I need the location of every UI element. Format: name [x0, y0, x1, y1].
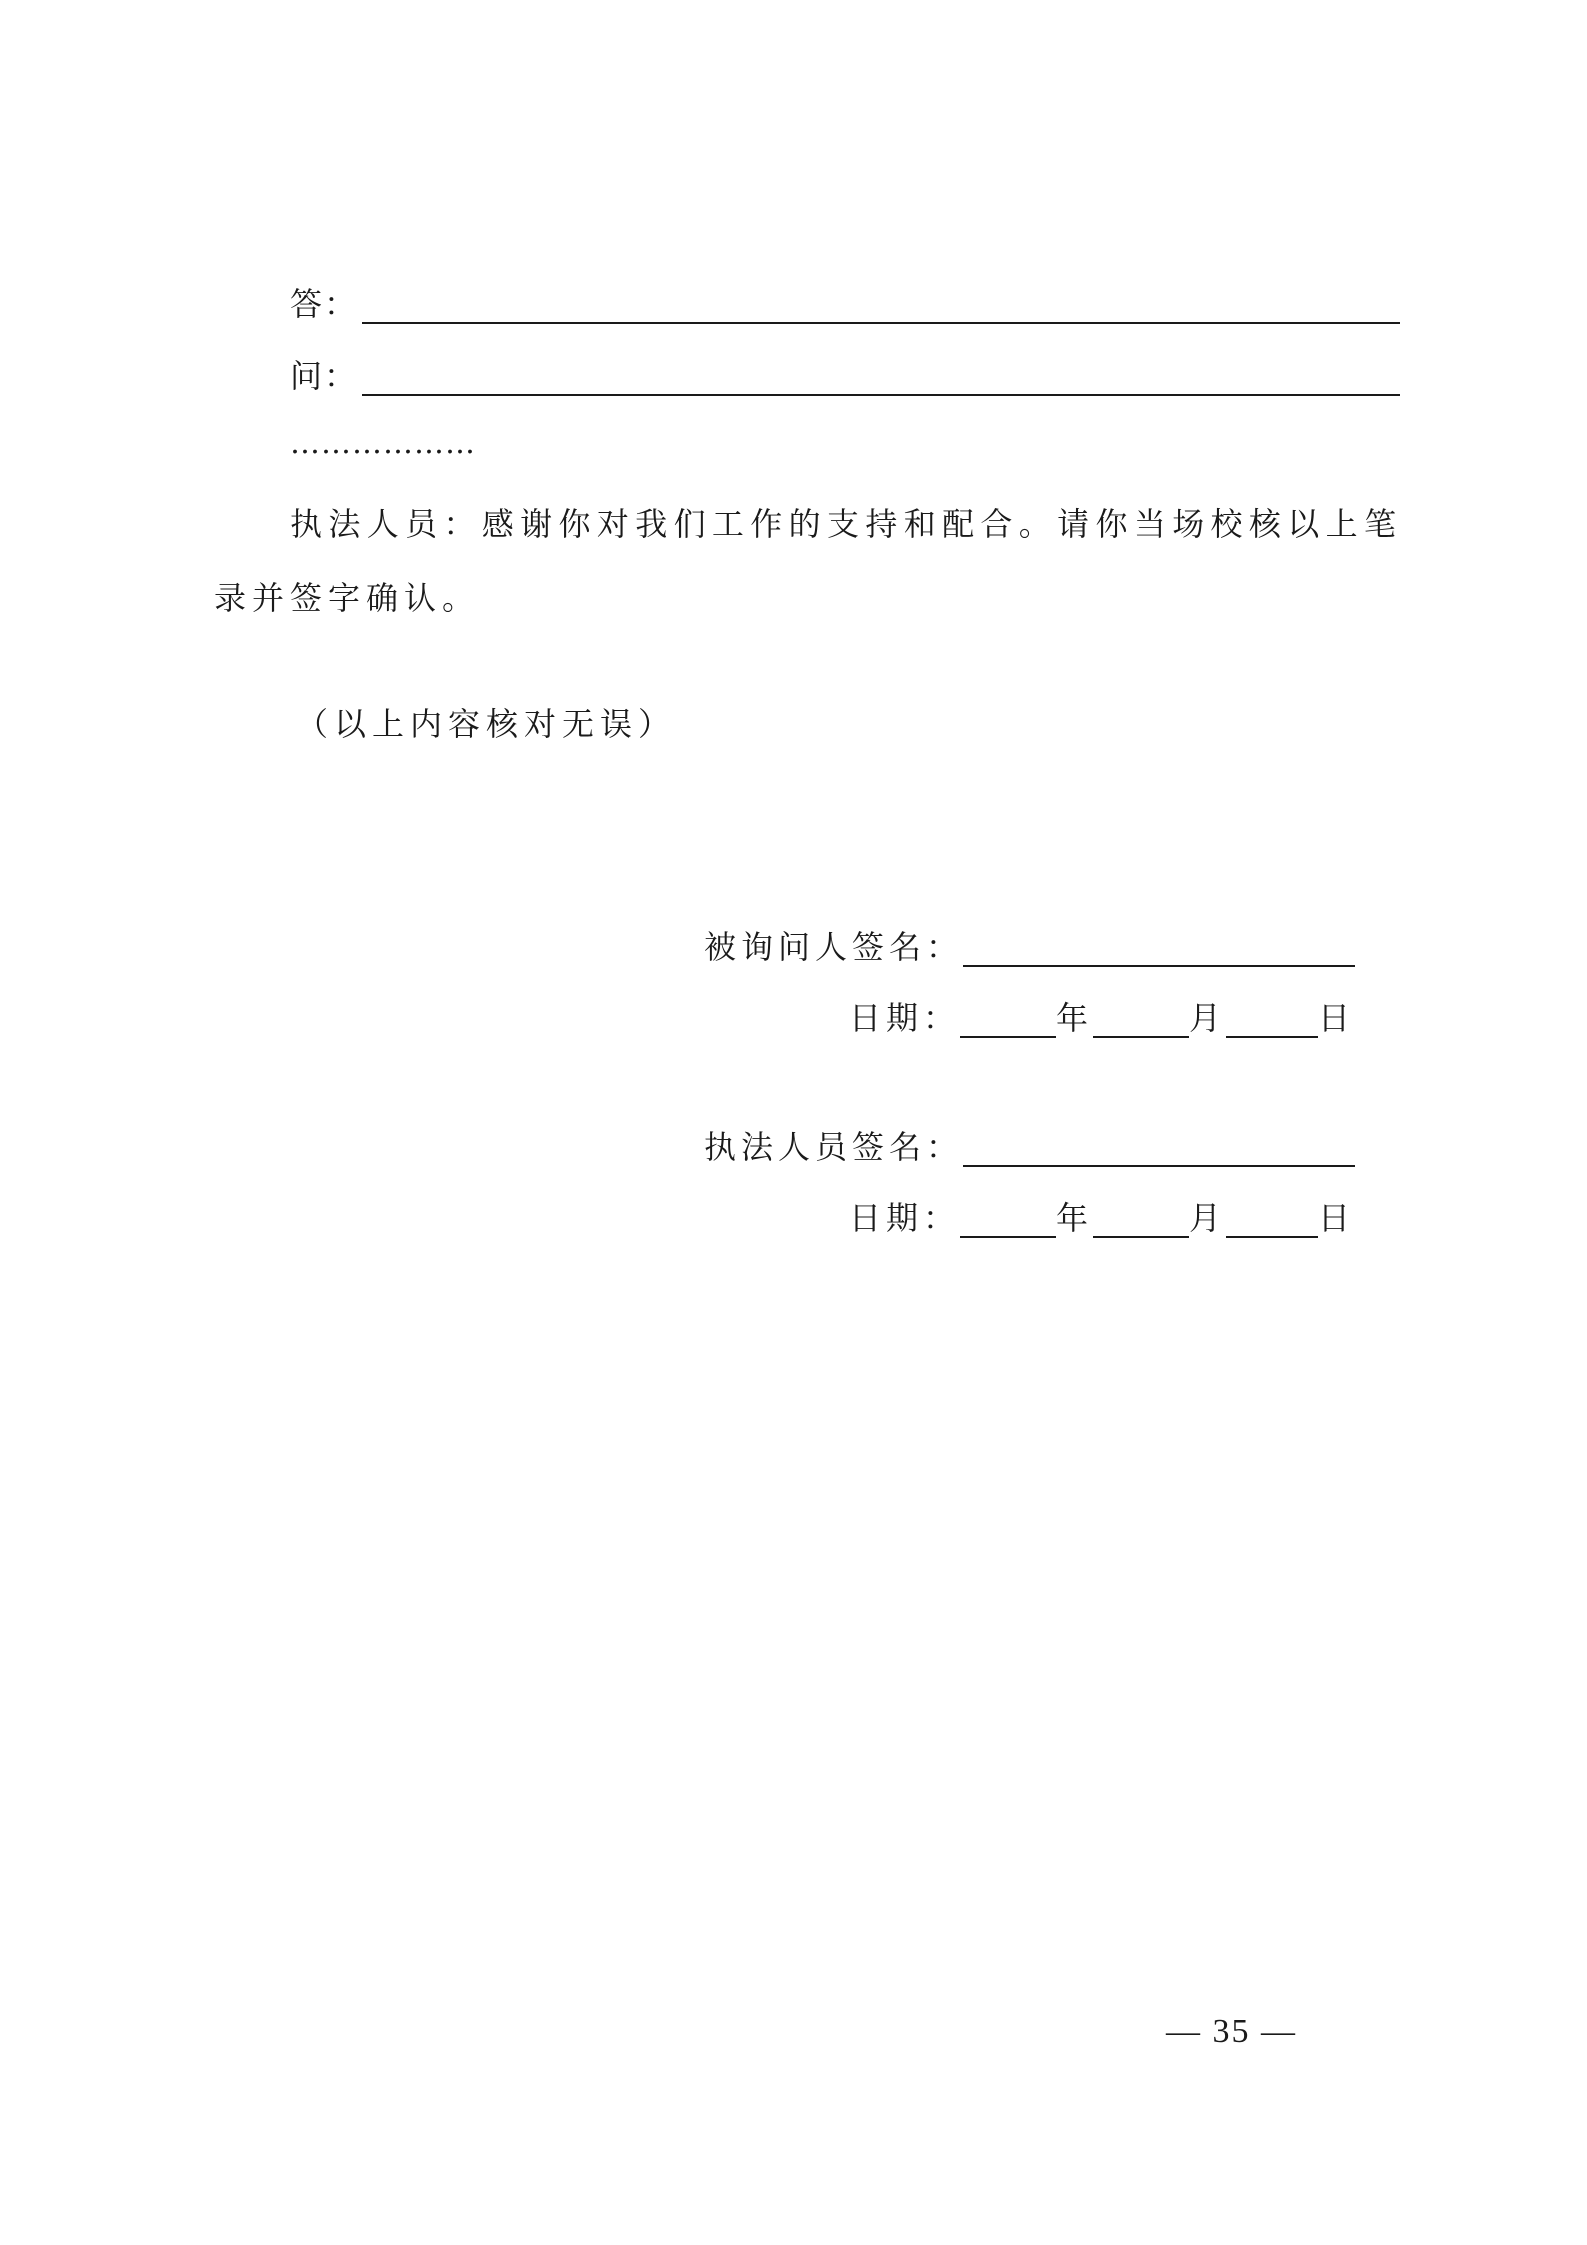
officer-date-label: 日期：	[848, 1199, 960, 1237]
interviewee-month-label: 月	[1188, 999, 1226, 1037]
page-number: — 35 —	[1166, 2013, 1297, 2050]
officer-year-label: 年	[1055, 1199, 1093, 1237]
officer-date-row	[849, 1198, 1355, 1238]
officer-signature-row	[704, 1127, 1355, 1167]
officer-day-blank[interactable]	[1226, 1212, 1318, 1238]
question-row	[290, 356, 1400, 396]
confirmation-note: （以上内容核对无误）	[296, 705, 677, 743]
interviewee-date-row	[849, 998, 1355, 1038]
answer-row	[290, 284, 1400, 324]
officer-day-label: 日	[1317, 1199, 1355, 1237]
officer-month-blank[interactable]	[1093, 1212, 1189, 1238]
question-label: 问：	[290, 357, 359, 395]
interviewee-day-label: 日	[1317, 999, 1355, 1037]
interviewee-year-label: 年	[1055, 999, 1093, 1037]
officer-signature-label: 执法人员签名：	[703, 1128, 963, 1166]
answer-label: 答：	[290, 285, 359, 323]
closing-statement: 执法人员：感谢你对我们工作的支持和配合。请你当场校核以上笔录并签字确认。	[214, 505, 1402, 617]
continuation-ellipsis: ………………	[290, 426, 476, 461]
interviewee-signature-label: 被询问人签名：	[703, 928, 963, 966]
officer-year-blank[interactable]	[960, 1212, 1056, 1238]
officer-signature-line[interactable]	[963, 1141, 1355, 1167]
interviewee-month-blank[interactable]	[1093, 1012, 1189, 1038]
interviewee-signature-line[interactable]	[963, 941, 1355, 967]
interviewee-day-blank[interactable]	[1226, 1012, 1318, 1038]
interviewee-date-label: 日期：	[848, 999, 960, 1037]
interviewee-signature-row	[704, 927, 1355, 967]
interviewee-year-blank[interactable]	[960, 1012, 1056, 1038]
answer-blank-line[interactable]	[362, 298, 1400, 324]
question-blank-line[interactable]	[362, 370, 1400, 396]
officer-month-label: 月	[1188, 1199, 1226, 1237]
